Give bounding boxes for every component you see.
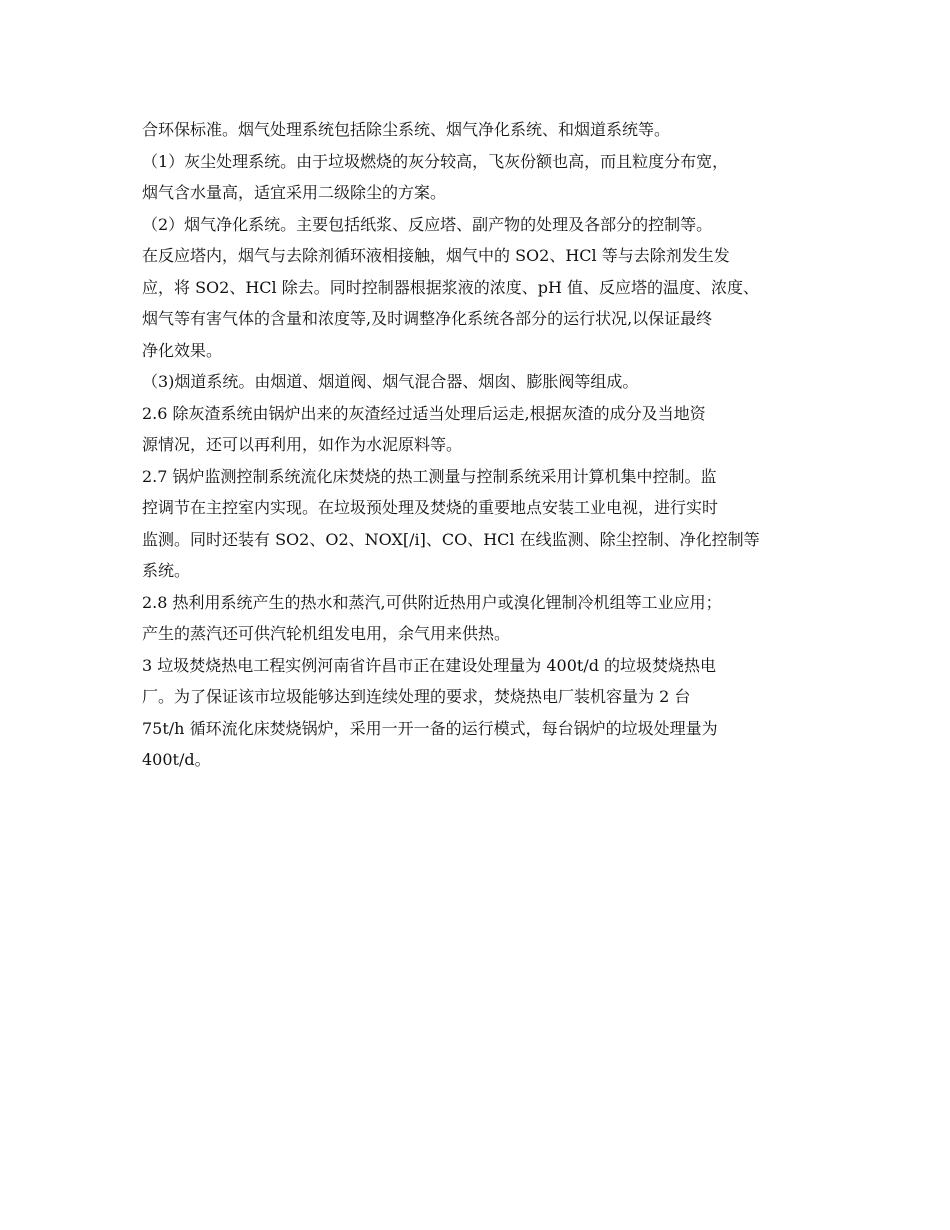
text-line: 合环保标准。烟气处理系统包括除尘系统、烟气净化系统、和烟道系统等。 <box>142 120 671 139</box>
text-line: 产生的蒸汽还可供汽轮机组发电用，余气用来供热。 <box>142 624 511 643</box>
text-line: 应，将 SO2、HCl 除去。同时控制器根据浆液的浓度、pH 值、反应塔的温度、浓度、 <box>142 277 760 297</box>
text-line: 系统。 <box>142 561 191 580</box>
text-line: 3 垃圾焚烧热电工程实例河南省许昌市正在建设处理量为 400t/d 的垃圾焚烧热电 <box>142 655 717 675</box>
document-body <box>142 114 822 776</box>
text-line: 烟气等有害气体的含量和浓度等,及时调整净化系统各部分的运行状况,以保证最终 <box>142 309 713 328</box>
text-line: 400t/d。 <box>142 750 211 769</box>
text-line: 在反应塔内，烟气与去除剂循环液相接触，烟气中的 SO2、HCl 等与去除剂发生发 <box>142 246 730 265</box>
text-line: （2）烟气净化系统。主要包括纸浆、反应塔、副产物的处理及各部分的控制等。 <box>142 214 713 234</box>
text-line: 厂。为了保证该市垃圾能够达到连续处理的要求，焚烧热电厂装机容量为 2 台 <box>142 687 691 706</box>
text-line: （1）灰尘处理系统。由于垃圾燃烧的灰分较高，飞灰份额也高，而且粒度分布宽， <box>142 151 729 171</box>
text-line: 2.6 除灰渣系统由锅炉出来的灰渣经过适当处理后运走,根据灰渣的成分及当地资 <box>142 403 706 423</box>
text-line: 2.8 热利用系统产生的热水和蒸汽,可供附近热用户或溴化锂制冷机组等工业应用； <box>142 592 722 612</box>
text-line: 净化效果。 <box>142 340 223 360</box>
text-line: 烟气含水量高，适宜采用二级除尘的方案。 <box>142 183 447 202</box>
text-line: 监测。同时还装有 SO2、O2、NOX[/i]、CO、HCl 在线监测、除尘控制、净化控制等 <box>142 529 760 549</box>
text-line: 控调节在主控室内实现。在垃圾预处理及焚烧的重要地点安装工业电视，进行实时 <box>142 498 719 517</box>
text-line: （3)烟道系统。由烟道、烟道阀、烟气混合器、烟囱、膨胀阀等组成。 <box>142 372 639 391</box>
text-line: 2.7 锅炉监测控制系统流化床焚烧的热工测量与控制系统采用计算机集中控制。监 <box>142 466 717 486</box>
text-line: 源情况，还可以再利用，如作为水泥原料等。 <box>142 435 463 454</box>
text-line: 75t/h 循环流化床焚烧锅炉，采用一开一备的运行模式，每台锅炉的垃圾处理量为 <box>142 718 718 738</box>
